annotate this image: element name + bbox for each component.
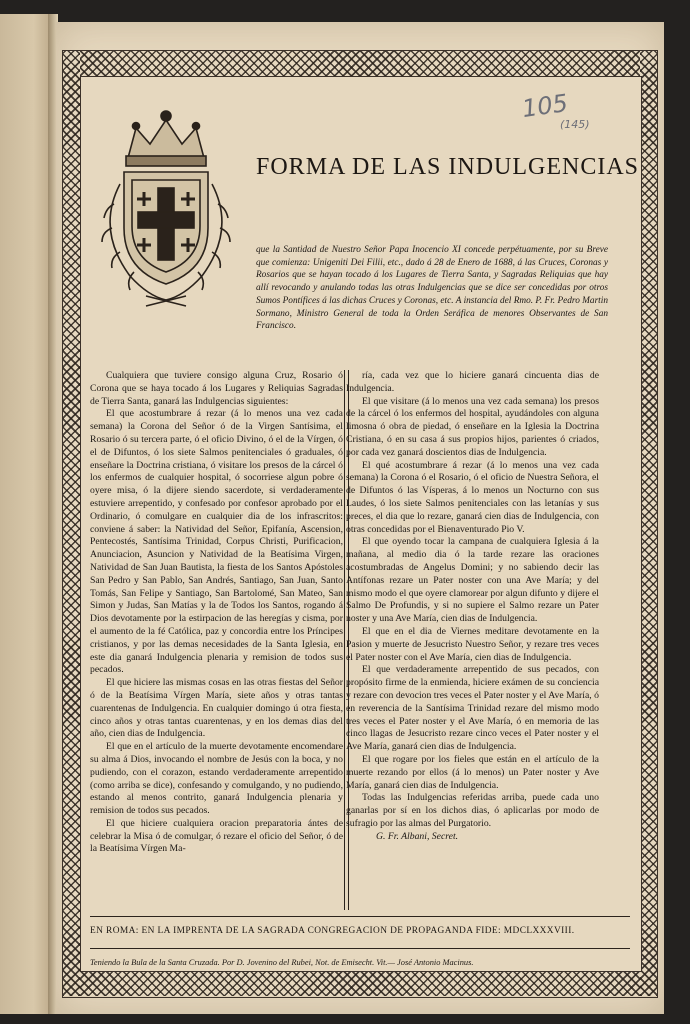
document-sheet bbox=[56, 22, 664, 1014]
paragraph: El que en el artículo de la muerte devotamente encomendare su alma á Dios, invocando el nombre de Jesús con la boca, y no pudiendo, con el corazon, estando verdaderamente arrepentido (como arriba se dice), confesando y comulgando, y no pudiendo, estando al menos contrito, ganará Indulgencia plenaria y remision de todos sus pecados. bbox=[90, 741, 343, 817]
paragraph: Cualquiera que tuviere consigo alguna Cruz, Rosario ó Corona que se haya tocado á los Lugares y Reliquias Sagradas de Tierra Santa, ganará las Indulgencias siguientes: bbox=[90, 370, 343, 407]
paragraph: El que verdaderamente arrepentido de sus pecados, con propósito firme de la enmienda, hiciere exámen de su conciencia y rezare con devocion tres veces el Pater noster y el Ave María, ó en reverencia de la Santísima Trinidad rezare del mismo modo tres veces el Pater noster y el Ave María, ó en memoria de las cinco llagas de Jesucristo rezare cinco veces el Pater noster y el Ave María, ganará cien dias de Indulgencia. bbox=[346, 664, 599, 753]
handwritten-bracket-number: (145) bbox=[560, 118, 590, 131]
signature: G. Fr. Albani, Secret. bbox=[376, 830, 459, 842]
paragraph: El que en el dia de Viernes meditare devotamente en la Pasion y muerte de Jesucristo Nuestro Señor, y rezare tres veces el Pater noster con el Ave María, cien dias de Indulgencia. bbox=[346, 625, 599, 663]
paragraph: El que hiciere las mismas cosas en las otras fiestas del Señor ó de la Beatísima Vírgen María, siete años y otras tantas cuarentenas de Indulgencia. En cualquier domingo ú otra fiesta, cinco años y otras tantas cuarentenas, y en los demas dias del año, cien dias de Indulgencia. bbox=[90, 677, 343, 740]
intro-paragraph: que la Santidad de Nuestro Señor Papa Inocencio XI concede perpétuamente, por su Breve que comienza: Unigeniti Dei Filii, etc., dado á 28 de Enero de 1688, á las Cruces, Coronas y Rosarios que se hayan tocado á los Lugares de Tierra Santa, y Sagradas Reliquias que hay allí revocando y anulando todas las otras Indulgencias que se dice ser concedidas por otros Sumos Pontífices á las dichas Cruces y Coronas, etc. A instancia del Rmo. P. Fr. Pedro Martin Sormano, Ministro General de toda la Orden Seráfica de menores Observantes de San Francisco. bbox=[256, 245, 608, 332]
printer-imprint: EN ROMA: EN LA IMPRENTA DE LA SAGRADA CONGREGACION DE PROPAGANDA FIDE: MDCLXXXVIII. bbox=[90, 926, 575, 936]
paragraph: ría, cada vez que lo hiciere ganará cincuenta dias de Indulgencia. bbox=[346, 370, 599, 394]
document-title: FORMA DE LAS INDULGENCIAS bbox=[256, 154, 640, 180]
paragraph: El que acostumbrare á rezar (á lo menos una vez cada semana) la Corona del Señor ó de la Virgen Santísima, el Rosario ó su tercera parte, ó el oficio Divino, ó el de la Vírgen, ó el de Difuntos, ó los siete Salmos penitenciales ó graduales, ó enseñare la Doctrina cristiana, ó visitare los presos de la cárcel ó los enfermos de cualquier hospital, ó socorriese algun pobre ó oyere misa, ó la dijere siendo sacerdote, si verdaderamente estuviere arrepentido, y confesado por confesor aprobado por el Ordinario, ó comulgare en cualquier dia de los infrascritos: conviene á saber: la Natividad del Señor, Epifanía, Ascension, Pentecostés, Santísima Trinidad, Corpus Christi, Purificacion, Anunciacion, Asuncion y Natividad de la Beatísima Virgen, Natividad de San Juan Bautista, la fiesta de los Santos Apóstoles San Pedro y San Pablo, San Andrés, Santiago, San Juan, Santo Tomás, San Felipe y Santiago, San Bartolomé, San Mateo, San Simon y Judas, San Matías y la de Todos los Santos, rogando á Dios devotamente por la estirpacion de las heregías y cisma, por el aumento de la fé Católica, paz y concordia entre los Príncipes cristianos, y por las demas necesidades de la Santa Iglesia, en este dia ganará Indulgencia plenaria y remision de todos sus pecados. bbox=[90, 408, 343, 676]
jerusalem-cross-crest-icon bbox=[86, 100, 246, 310]
right-text-column bbox=[346, 370, 599, 843]
license-line: Teniendo la Bula de la Santa Cruzada. Por D. Jovenino del Rubei, Not. de Emisecht. Vit.— José Antonio Macinus. bbox=[90, 958, 474, 967]
divider-rule bbox=[90, 916, 630, 917]
paragraph: El que oyendo tocar la campana de cualquiera Iglesia á la mañana, al medio dia ó la tarde rezare las oraciones acostumbradas de Angelus Domini; y no sabiendo decir las Antífonas rezare un Pater noster con una Ave María; y del mismo modo el que oyere clamorear por algun difunto y dijere el Salmo De Profundis, y si no supiere el Salmo rezare un Pater noster y una Ave María, cien dias de Indulgencia. bbox=[346, 536, 599, 625]
paragraph: Todas las Indulgencias referidas arriba, puede cada uno ganarlas por sí en los dichos dias, ó aplicarlas por modo de sufragio por las almas del Purgatorio. bbox=[346, 792, 599, 829]
paragraph: El qué acostumbrare á rezar (á lo menos una vez cada semana) la Corona ó el Rosario, ó el oficio de Nuestra Señora, el de Difuntos ó las Vísperas, á lo menos un Nocturno con sus Laudes, ó los siete Salmos penitenciales con las letanías y sus preces, el dia que lo rezare, ganará cien dias de Indulgencia, con otras concedidas por el Bienaventurado Pio V. bbox=[346, 459, 599, 535]
paragraph: El que rogare por los fieles que están en el artículo de la muerte rezando por ellos (á lo menos) un Pater noster y Ave María, ganará cien dias de Indulgencia. bbox=[346, 753, 599, 791]
left-text-column bbox=[90, 370, 343, 856]
paragraph: El que visitare (á lo menos una vez cada semana) los presos de la cárcel ó los enfermos del hospital, ayudándoles con alguna limosna ó obra de piedad, ó enseñare en la Iglesia la Doctrina Cristiana, ó en su casa á sus propios hijos, parientes ó criados, por cada vez ganará doscientos dias de Indulgencia. bbox=[346, 395, 599, 458]
divider-rule bbox=[90, 948, 630, 949]
paragraph: El que hiciere cualquiera oracion preparatoria ántes de celebrar la Misa ó de comulgar, ó rezare el oficio del Señor, ó de la Beatísima Vírgen Ma- bbox=[90, 817, 343, 855]
handwritten-folio-number: 105 bbox=[520, 88, 570, 124]
